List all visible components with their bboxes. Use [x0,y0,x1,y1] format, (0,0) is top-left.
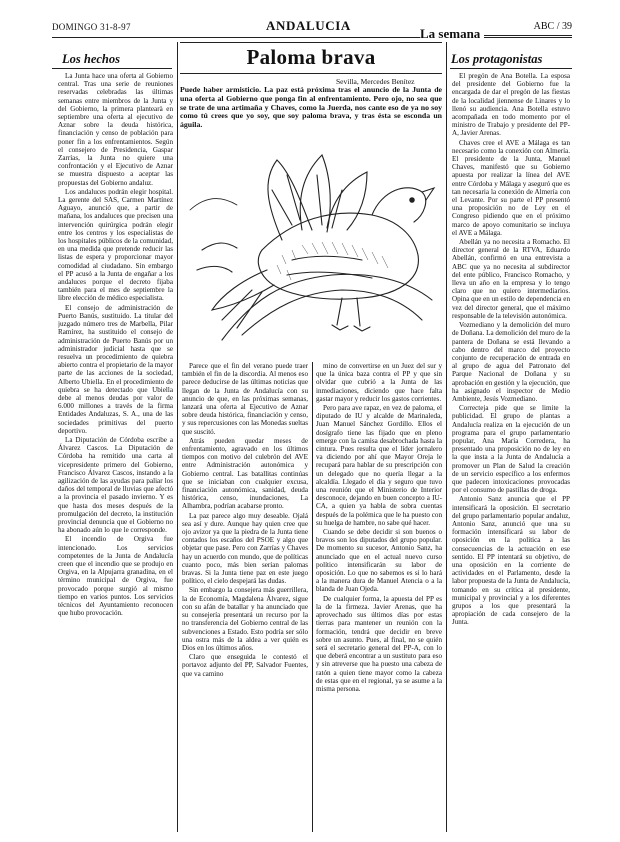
section-tag: La semana [420,26,484,42]
paragraph: La paz parece algo muy deseable. Ojalá sea así y dure. Aunque hay quien cree que ojo avizor ya que la piedra de la Junta tiene contados los escaños del PSOE y algo que objetar que pase. Pero con Zarrías y Chaves hay un acuerdo con mundo, que de políticas cuanto poco, más bien serían palomas bravas. Si la Junta tiene paz en este juego político, el cielo despejará las dudas. [182,511,308,586]
paragraph: Chaves cree el AVE a Málaga es tan necesario como la conexión con Almería. El presidente de la Junta, Manuel Chaves, manifestó que su Gobierno apuesta por realizar la línea del AVE entre Córdoba y Málaga y aseguró que es tan necesaria la conexión de Almería con el Levante. Por su parte el PP presentó una proposición no de Ley en el Congreso pidiendo que en el próximo marco de apoyo comunitario se incluya el AVE a Málaga. [452,138,570,237]
page-header [52,20,572,36]
paragraph: De cualquier forma, la apuesta del PP es la de la firmeza. Javier Arenas, que ha aprovechado sus últimos días por estas tierras para mantener un reunión con la formación, tendrá que decidir en breve sobre un asunto. Pues, al final, no se quién será el secretario general del PP-A, con lo que deberá encontrar a un sustituto para eso y sin atreverse que ha puesto una cabeza de ratón a quien tiene mayor como la cabeza de estas que en el regional, ya se asume a la misma persona. [316,594,442,693]
left-column-text [58,72,173,834]
right-column-title: Los protagonistas [451,52,543,66]
paragraph: Atrás pueden quedar meses de enfrentamiento, agravado en los últimos tiempos con motivo del culebrón del AVE entre Administración autonómica y Gobierno central. Las batallitas continúas que se iniciaban con cualquier excusa, financiación autonómica, sanidad, deuda histórica, censo, inundaciones, La Alhambra, podrían acabarse pronto. [182,436,308,511]
paragraph: El consejo de administración de Puerto Banús, sustituido. La titular del juzgado número tres de Marbella, Pilar Ramírez, ha sustituido el consejo de administración de Puerto Banús por un administrador judicial hasta que se resuelva un procedimiento de quiebra abierto contra el propietario de la mayor parte de las acciones de la sociedad, Alberto Ubiella. En el procedimiento de quiebra se ha detectado que Ubiella debe al menos deudas por valor de 6.000 millones a través de la firma Entidades Andaluzas, S. A., una de las sociedades primitivas del puerto deportivo. [58,303,173,435]
column-divider-left [177,42,178,832]
paragraph: Los andaluces podrán elegir hospital. La gerente del SAS, Carmen Martínez Aguayo, anunció que, a partir de mañana, los andaluces que precisen una intervención quirúrgica podrán elegir entre los centros y los especialistas de los hospitales públicos de la comunidad, en una medida que pretende reducir las listas de espera y proporcionar mayor comodidad al ciudadano. Sin embargo el PP acusó a la Junta de engañar a los andaluces porque el decreto fijaba también para el mes de septiembre la libre elección de médico especialista. [58,187,173,303]
paragraph: Correcteja pide que se limite la publicidad. El grupo de plantas a Andalucía realiza en la ejecución de un programa para el grupo parlamentario popular, Ana María Corredera, ha presentado una proposición no de ley en la que insta a la Junta de Andalucía a promover un Plan de Salud la creación de un servicio específico a los enfermos que padecen intoxicaciones provocadas por el consumo de pastillas de droga. [452,404,570,495]
dove-cartoon-illustration [182,130,440,360]
paragraph: Claro que enseguida le contestó el portavoz adjunto del PP, Salvador Fuentes, que va camino [182,653,308,678]
paragraph: Antonio Sanz anuncia que el PP intensificará la oposición. El secretario del grupo parlamentario popular andaluz, Antonio Sanz, anunció que una su formación intensificará su labor de oposición en la política a las consecuencias de la actuación en ese sentido. El PP intentará su objetivo, de una oposición en la corriente de actividades en el Parlamento, desde la labor propuesta de la Junta de Andalucía, tomando en su crítica al presidente, municipal y provincial y a los diferentes grupos a los que presentará la apropiación de cada consejero de la Junta. [452,495,570,627]
right-title-rule [450,68,572,69]
paragraph: La Junta hace una oferta al Gobierno central. Tras una serie de reuniones reservadas celebradas las últimas semanas entre miembros de la Junta y del Gobierno, la primera plantearà en septiembre una oferta al ejecutivo de Aznar sobre la deuda histórica, financiación y censo de población para poner fin a los enfrentamientos. Según el consejero de Presidencia, Gaspar Zarrías, la Junta no quiere una confrontación y el Ejecutivo de Aznar se muestra dispuesto a aceptar las propuestas del Gobierno andaluz. [58,72,173,187]
header-section: ANDALUCIA [266,18,351,33]
paragraph: Abellán ya no necesita a Romacho. El director general de la RTVA, Eduardo Abellán, confirmó en una entrevista a ABC que ya no necesita al subdirector del ente público, Francisco Romacho, y lleva un año en la empresa y lo tengo claro que no quiero intermediarios. Opina que en un estilo de dependencia en vez del director general, que el máximo responsable de la televisión autonómica. [452,238,570,320]
headline: Paloma brava [246,45,376,69]
paragraph: Pero para ave rapaz, en vez de paloma, el diputado de IU y alcalde de Marinaleda, Juan Manuel Sánchez Gordillo. Ellos el dosígrafo tiene las fijado que en pleno emerge con la camisa desabrochada hasta la cintura. Pues resulta que el líder jornalero va diciendo por ahí que Mayor Oreja le recupará para hablar de su prescripción con un delegado que no quería llegar a la alcaldía. Llegado el día y seguro que tuvo una reunión que el Ministerio de Interior desconoce, dejando en buen concepto a IU-CA, a quien ya habla de sobra cuentas después de la polémica que le ha puesto con su huelga de hambre, no sabe qué hacer. [316,404,442,527]
paragraph: mino de convertirse en un Juez del sur y que la única baza contra el PP y que sin olvidar que cubrió a la Junta de las inmediaciones, diciendo que hace falta gastar mayor y reducir los gastos corrientes. [316,362,442,403]
paragraph: Vozmediano y la demolición del muro de Doñana. La demolición del muro de la pantera de Doñana se está llevando a cabo dentro del marco del proyecto conjunto de recuperación de entrada en al grupo de agua del Patronato del Parque Nacional de Doñana y su aprobación en gestión y la ejecución, que ha asignado el inspector de Medio Ambiente, Jesús Vozmediano. [452,321,570,403]
byline: Sevilla, Mercedes Benítez [336,77,415,86]
paragraph: Sin embargo la consejera más guerrillera, la de Economía, Magdalena Álvarez, sigue con su afán de batallar y ha anunciado que su consejería presentará un recurso por la no transferencia del Gobierno central de las subvenciones a Estado. Esto podría ser sólo una ostra más de la aldea a ver quién es Dios en los últimos años. [182,586,308,652]
lead-paragraph: Puede haber armisticio. La paz está próxima tras el anuncio de la Junta de una oferta al Gobierno que ponga fin al enfrentamiento. Pero ojo, no sea que se trate de una artimaña y Chaves, como la Juerda, nos cante eso de ya no soy como tú crees que yo soy, que soy paloma brava, y tras ésta se esconda un águila. [180,85,442,130]
paragraph: El pregón de Ana Botella. La esposa del presidente del Gobierno fue la encargada de dar el pregón de las fiestas de la localidad jiennense de Linares y lo llenó su audiencia. Ana Botella estuvo acompañada en todo momento por el ministro de Trabajo y presidente del PP-A, Javier Arenas. [452,72,570,138]
header-rule [52,37,572,38]
left-column-title: Los hechos [62,52,120,66]
column-divider-right [446,42,447,832]
right-column-text [452,72,570,834]
paragraph: El incendio de Orgiva fue intencionado. Los servicios competentes de la Junta de Andalucía creen que el incendio que se produjo en Orgiva, en la Alpujarra granadina, en el término municipal de Orgiva, fue provocado porque surgió al mismo tiempo en varios puntos. Los servicios técnicos del Ayuntamiento reconocen que hubo provocación. [58,535,173,618]
paragraph: Parece que el fin del verano puede traer también el fin de la discordia. Al menos eso parece deducirse de las últimas noticias que llegan de la Junta de Andalucía con su anuncio de que, en las próximas semanas, lanzará una oferta al Ejecutivo de Aznar sobre deuda histórica, financiación y censo, y sus repercusiones con las Monedas sueltas que suscitó. [182,362,308,436]
paragraph: La Diputación de Córdoba escribe a Álvarez Cascos. La Diputación de Córdoba ha remitido una carta al vicepresidente primero del Gobierno, Francisco Álvarez Cascos, instando a la agilización de las ayudas para paliar los daños del temporal de lluvias que afectó a la provincia el pasado invierno. Y es que hasta dos meses después de la promulgación del decreto, la institución provincial denuncia que el Gobierno no ha abonado aún lo que le corresponde. [58,435,173,535]
header-page-number: ABC / 39 [533,21,572,32]
center-column-1-text [182,362,308,834]
left-title-rule [52,68,172,69]
center-column-2-text [316,362,442,834]
header-date: DOMINGO 31-8-97 [52,22,131,32]
column-divider-center [312,362,313,832]
paragraph: Cuando se debe decidir si son buenos o bravos son los diputados del grupo popular. De momento su sucesor, Antonio Sanz, ha anunciado que en el actual nuevo curso político intensificarán su labor de oposición. Lo que no sabemos es si lo hará a la manera dura de Manuel Atencia o a la blanda de Juan Ojeda. [316,528,442,594]
